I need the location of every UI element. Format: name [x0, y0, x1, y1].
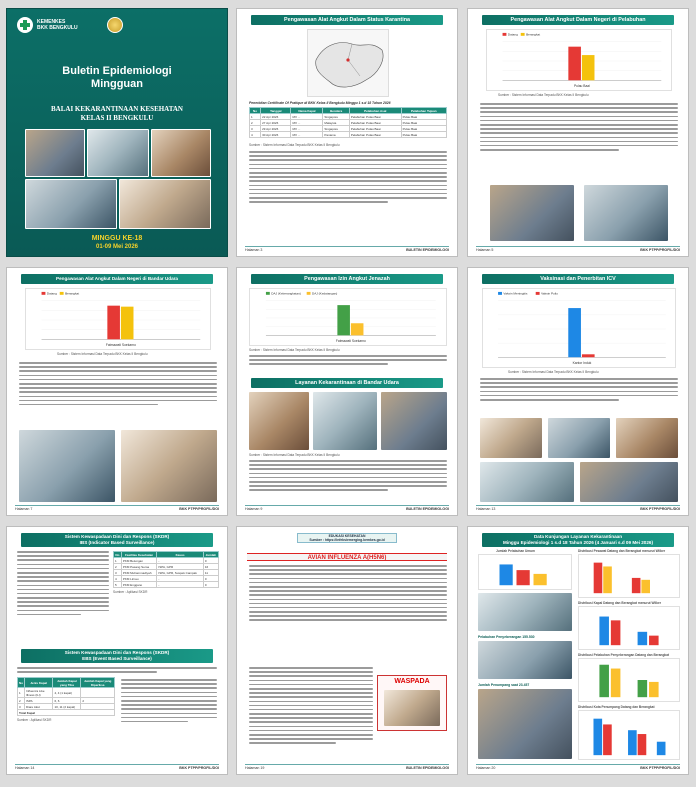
- category-label: Kantor Induk: [572, 361, 592, 366]
- body-text: [249, 151, 447, 205]
- service-photo: [381, 392, 447, 450]
- table-cell: Total Kapal: [18, 710, 115, 716]
- table-cell: MV ...: [291, 114, 323, 120]
- legend-label: Datang: [46, 291, 57, 296]
- edu-header: EDUKASI KESEHATAN Sumber : https://infeksiemerging.kemkes.go.id: [297, 533, 397, 543]
- table-cell: 10, 11 (2 kapal): [53, 704, 81, 710]
- footer-label: BKK PTPP/PROFIL/DOI: [640, 507, 680, 511]
- body-text: [121, 679, 217, 725]
- table-cell: 4: [250, 132, 261, 138]
- table-cell: Diare Akut: [25, 704, 53, 710]
- service-photo: [249, 392, 309, 450]
- table-cell: Pulau Baai: [401, 132, 446, 138]
- activity-photo: [584, 185, 668, 241]
- table-cell: 4: [114, 576, 122, 582]
- body-text: [480, 103, 678, 153]
- table-cell: 3: [18, 704, 25, 710]
- cover-page[interactable]: [6, 8, 228, 257]
- photo-source: Sumber : Sistem Informasi Data Terpadu BKK Kelas II Bengkulu: [249, 453, 340, 457]
- page-footer: [245, 246, 449, 253]
- table-header-cell: Jumlah: [203, 552, 218, 558]
- table-cell: Pelabuhan Pulau Baai: [349, 132, 401, 138]
- body-text: [19, 362, 217, 408]
- skdr-ibs-header: Sistem Kewaspadaan Dini dan Respons (SKDR) IBS (Indicator Based Surveillance): [21, 533, 213, 547]
- article-text: [249, 565, 447, 624]
- stat-penumpang: Jumlah Penumpang saat 23.457: [478, 683, 530, 687]
- table-cell: Pelabuhan Pulau Baai: [349, 114, 401, 120]
- chart-vaksinasi: [482, 288, 676, 368]
- table-cell: ISPA, GPR, Suspek Campak: [157, 570, 203, 576]
- mini-chart: [578, 554, 680, 598]
- stat-photo: [478, 641, 572, 679]
- cover-date: 01-09 Mei 2026: [95, 244, 139, 250]
- table-cell: 22 Apr 2026: [261, 114, 291, 120]
- page-footer: [15, 505, 219, 512]
- table-cell: 3: [250, 126, 261, 132]
- table-cell: PKM Enggano: [121, 582, 157, 588]
- table-cell: [81, 688, 115, 698]
- subheader: Distribusi Kota Penumpang Datang dan Berangkat: [578, 705, 655, 709]
- article-title: AVIAN INFLUENZA A(H5N6): [247, 553, 447, 561]
- cop-table: [249, 107, 447, 138]
- waspada-poster: [377, 675, 447, 731]
- page-footer: [476, 764, 680, 771]
- chart-bar: [121, 307, 134, 340]
- cover-photo: [151, 129, 211, 177]
- service-photo: [313, 392, 377, 450]
- table-caption: Penerbitan Certificate Of Pratique di BKK Kelas II Bengkulu Minggu 1 s.d 18 Tahun 2026: [249, 101, 391, 105]
- table-cell: 3: [114, 570, 122, 576]
- chart-jenazah: [249, 288, 447, 346]
- table-cell: 30 Apr 2026: [261, 132, 291, 138]
- body-text: [17, 667, 217, 675]
- category-label: Fatmawati Soekarno: [105, 343, 136, 348]
- page-footer: [15, 764, 219, 771]
- legend-swatch: [503, 33, 507, 36]
- chart-source: Sumber : Sistem Informasi Data Terpadu BKK Kelas II Bengkulu: [508, 370, 599, 374]
- table-cell: Pulau Baai: [401, 120, 446, 126]
- vaccination-photo: [480, 418, 542, 458]
- chart-bar: [582, 354, 595, 357]
- table-cell: Pulau Baai: [401, 114, 446, 120]
- table-header-cell: Pelabuhan Tujuan: [401, 108, 446, 114]
- page-karantina[interactable]: [236, 8, 458, 257]
- table-cell: 1: [18, 688, 25, 698]
- table-cell: 5: [114, 582, 122, 588]
- ibs-table: [113, 551, 219, 594]
- page-footer: [245, 764, 449, 771]
- table-header-cell: Jumlah Kapal yang Tiba: [53, 678, 81, 688]
- body-text: [249, 460, 447, 494]
- footer-label: BKK PTPP/PROFIL/DOI: [640, 766, 680, 770]
- table-header-cell: Jumlah Kapal yang Diperiksa: [81, 678, 115, 688]
- page-footer: [245, 505, 449, 512]
- page-data-kunjungan[interactable]: [467, 526, 689, 775]
- table-header-cell: No: [115, 552, 120, 557]
- footer-label: BKK PTPP/PROFIL/DOI: [179, 507, 219, 511]
- ebs-table: [17, 677, 115, 722]
- legend-swatch: [521, 33, 525, 36]
- vaccination-photo: [548, 418, 610, 458]
- table-cell: 0: [203, 582, 218, 588]
- legend-swatch: [60, 292, 64, 295]
- table-cell: 6, 6: [53, 698, 81, 704]
- cover-photo: [119, 179, 211, 229]
- subheader: Distribusi Kapal Datang dan Berangkat menurut Wilker: [578, 601, 662, 605]
- chart-source: Sumber : Sistem Informasi Data Terpadu BKK Kelas II Bengkulu: [249, 348, 340, 352]
- org-line2: BKK BENGKULU: [37, 25, 78, 31]
- footer-label: BULETIN EPIDEMIOLOGI: [406, 248, 449, 252]
- page-edukasi[interactable]: [236, 526, 458, 775]
- legend-swatch: [307, 292, 311, 295]
- table-cell: MV ...: [291, 120, 323, 126]
- legend-label: Berangkat: [526, 32, 541, 37]
- body-text: [480, 378, 678, 403]
- table-header-cell: Fasilitas Kesehatan: [121, 552, 157, 558]
- body-text: [249, 355, 447, 368]
- vaccination-photo: [480, 462, 574, 502]
- mini-chart: [478, 554, 572, 590]
- legend-label: Berangkat: [65, 291, 80, 296]
- table-header-cell: Tanggal: [261, 108, 291, 114]
- table-cell: 11: [203, 570, 218, 576]
- page-header: Pengawasan Izin Angkut Jenazah: [251, 274, 443, 284]
- chart-bar: [351, 323, 364, 335]
- page-footer: [476, 505, 680, 512]
- stat-photo: [478, 593, 572, 631]
- page-vaksinasi[interactable]: [467, 267, 689, 516]
- page-number: Halaman 19: [245, 766, 265, 770]
- vaccination-photo: [580, 462, 678, 502]
- subheader: Distribusi Pelabuhan Penyeberangan Datang dan Berangkat: [578, 653, 670, 657]
- legend-label: DAJ (Keberangkatan): [271, 291, 301, 296]
- table-cell: Malaysia: [323, 120, 349, 126]
- page-header: Vaksinasi dan Penerbitan ICV: [482, 274, 674, 284]
- page-number: Halaman 7: [15, 507, 33, 511]
- page-header: Data Kunjungan Layanan Kekarantinaan Minggu Epidemiologi 1 s.d 18 Tahun 2026 (4 Januari s.d 09 Mei 2026): [482, 533, 674, 547]
- activity-photo: [490, 185, 574, 241]
- airport-photo: [121, 430, 217, 502]
- chart-bandara: [25, 288, 211, 350]
- table-cell: PKM Betungan: [121, 558, 157, 564]
- page-number: Halaman 5: [476, 248, 494, 252]
- table-cell: Singapore: [323, 126, 349, 132]
- cover-photo: [25, 129, 85, 177]
- page-number: Halaman 13: [476, 507, 496, 511]
- table-cell: -: [157, 576, 203, 582]
- stat-pelabuhan: Pelabuhan Penyeberangan 155.530: [478, 635, 535, 639]
- legend-label: Datang: [507, 32, 518, 37]
- ebs-total-row: [18, 710, 115, 716]
- cover-title: Buletin Epidemiologi Mingguan: [62, 65, 172, 90]
- table-cell: Panama: [323, 132, 349, 138]
- footer-label: BULETIN EPIDEMIOLOGI: [406, 766, 449, 770]
- page-number: Halaman 20: [476, 766, 496, 770]
- legend-label: DAJ (Kedatangan): [311, 291, 338, 296]
- table-cell: PKM Muhammadiyah: [121, 570, 157, 576]
- table-cell: MV ...: [291, 132, 323, 138]
- table-header-cell: Nama Kapal: [291, 108, 323, 114]
- table-cell: 2: [81, 698, 115, 704]
- footer-label: BKK PTPP/PROFIL/DOI: [179, 766, 219, 770]
- cop-row: [250, 132, 447, 138]
- legend-label: Vaksin Meningitis: [503, 291, 528, 296]
- table-cell: 27 Apr 2026: [261, 120, 291, 126]
- table-cell: 2: [250, 120, 261, 126]
- table-header-cell: No: [250, 108, 261, 114]
- table-cell: -: [157, 558, 203, 564]
- ebs-source: Sumber : Aplikasi SKDR: [17, 718, 52, 722]
- bengkulu-map: [307, 29, 389, 97]
- table-cell: PKM Lirnau: [121, 576, 157, 582]
- legend-swatch: [498, 292, 502, 295]
- chart-pelabuhan: [486, 29, 672, 91]
- legend-swatch: [42, 292, 46, 295]
- table-source: Sumber : Sistem Informasi Data Terpadu BKK Kelas II Bengkulu: [249, 143, 340, 147]
- section-header: Layanan Kekarantinaan di Bandar Udara: [251, 378, 443, 388]
- category-label: Pulau Baai: [573, 84, 590, 89]
- mini-chart: [578, 658, 680, 702]
- poster-image: [384, 690, 440, 726]
- page-header: Pengawasan Alat Angkut Dalam Negeri di Pelabuhan: [482, 15, 674, 25]
- chart-bar: [337, 305, 350, 335]
- ministry-seal-icon: [107, 17, 123, 33]
- chart-bar: [107, 306, 120, 340]
- table-cell: 16: [203, 564, 218, 570]
- legend-label: Vaksin Polio: [541, 291, 558, 296]
- table-cell: Pulau Baai: [401, 126, 446, 132]
- cover-photo: [25, 179, 117, 229]
- page-header: Pengawasan Alat Angkut Dalam Negeri di Bandar Udara: [21, 274, 213, 284]
- footer-label: BKK PTPP/PROFIL/DOI: [640, 248, 680, 252]
- legend-swatch: [536, 292, 540, 295]
- airport-photo: [19, 430, 115, 502]
- table-cell: Singapore: [323, 114, 349, 120]
- mini-chart: [578, 710, 680, 760]
- table-cell: 0: [203, 576, 218, 582]
- ebs-row: [18, 688, 115, 698]
- table-cell: 4, 4 (1 kapal): [53, 688, 81, 698]
- table-cell: ISPA, GPR: [157, 564, 203, 570]
- chart-source: Sumber : Sistem Informasi Data Terpadu BKK Kelas II Bengkulu: [498, 93, 589, 97]
- page-pelabuhan[interactable]: [467, 8, 689, 257]
- vaccination-photo: [616, 418, 678, 458]
- table-header-cell: Kasus: [157, 552, 203, 558]
- chart-bar: [582, 55, 595, 80]
- table-cell: Pelabuhan Pulau Baai: [349, 126, 401, 132]
- table-cell: Influenza Like Illness (ILI): [25, 688, 53, 698]
- subheader: Jumlah Pelabuhan Umum: [496, 549, 535, 553]
- table-cell: 1: [250, 114, 261, 120]
- kemenkes-logo: [17, 17, 78, 33]
- org-line1: KEMENKES: [37, 19, 66, 25]
- page-number: Halaman 3: [245, 248, 263, 252]
- table-cell: 0: [203, 558, 218, 564]
- table-cell: 2: [18, 698, 25, 704]
- article-text: [249, 667, 373, 747]
- table-cell: PKM Pasang Sema: [121, 564, 157, 570]
- table-header-cell: Bendera: [323, 108, 349, 114]
- kemenkes-cross-icon: [17, 17, 33, 33]
- waspada-label: WASPADA: [394, 678, 430, 685]
- page-footer: [476, 246, 680, 253]
- page-header: Pengawasan Alat Angkut Dalam Status Karantina: [251, 15, 443, 25]
- cover-subtitle: BALAI KEKARANTINAAN KESEHATAN KELAS II BENGKULU: [51, 105, 183, 122]
- page-skdr[interactable]: [6, 526, 228, 775]
- chart-bar: [568, 308, 581, 357]
- table-cell: MV ...: [291, 126, 323, 132]
- page-jenazah[interactable]: [236, 267, 458, 516]
- table-cell: ISPA: [25, 698, 53, 704]
- page-bandara[interactable]: [6, 267, 228, 516]
- chart-source: Sumber : Sistem Informasi Data Terpadu BKK Kelas II Bengkulu: [57, 352, 148, 356]
- table-cell: -: [157, 582, 203, 588]
- table-cell: Pelabuhan Pulau Baai: [349, 120, 401, 126]
- ibs-row: [114, 582, 219, 588]
- legend-swatch: [266, 292, 270, 295]
- footer-label: BULETIN EPIDEMIOLOGI: [406, 507, 449, 511]
- subheader: Distribusi Pesawat Datang dan Berangkat menurut Wilker: [578, 549, 666, 553]
- stat-photo: [478, 689, 572, 759]
- table-cell: 29 Apr 2026: [261, 126, 291, 132]
- table-cell: 2: [114, 564, 122, 570]
- table-source: Sumber : Aplikasi SKDR: [113, 590, 148, 594]
- chart-bar: [568, 47, 581, 81]
- table-header-cell: No: [18, 678, 25, 688]
- page-number: Halaman 9: [245, 507, 263, 511]
- cover-week: MINGGU KE-18: [91, 235, 143, 242]
- skdr-ebs-header: Sistem Kewaspadaan Dini dan Respons (SKDR) EBS (Event Based Surveillance): [21, 649, 213, 663]
- category-label: Fatmawati Soekarno: [335, 339, 366, 344]
- table-header-cell: Pelabuhan Asal: [349, 108, 401, 114]
- table-header-cell: Jenis Kapal: [25, 678, 53, 688]
- cover-photo: [87, 129, 149, 177]
- mini-chart: [578, 606, 680, 650]
- table-cell: 1: [114, 558, 122, 564]
- page-number: Halaman 14: [15, 766, 35, 770]
- cover-photo-collage: [25, 129, 211, 229]
- body-text: [17, 551, 109, 618]
